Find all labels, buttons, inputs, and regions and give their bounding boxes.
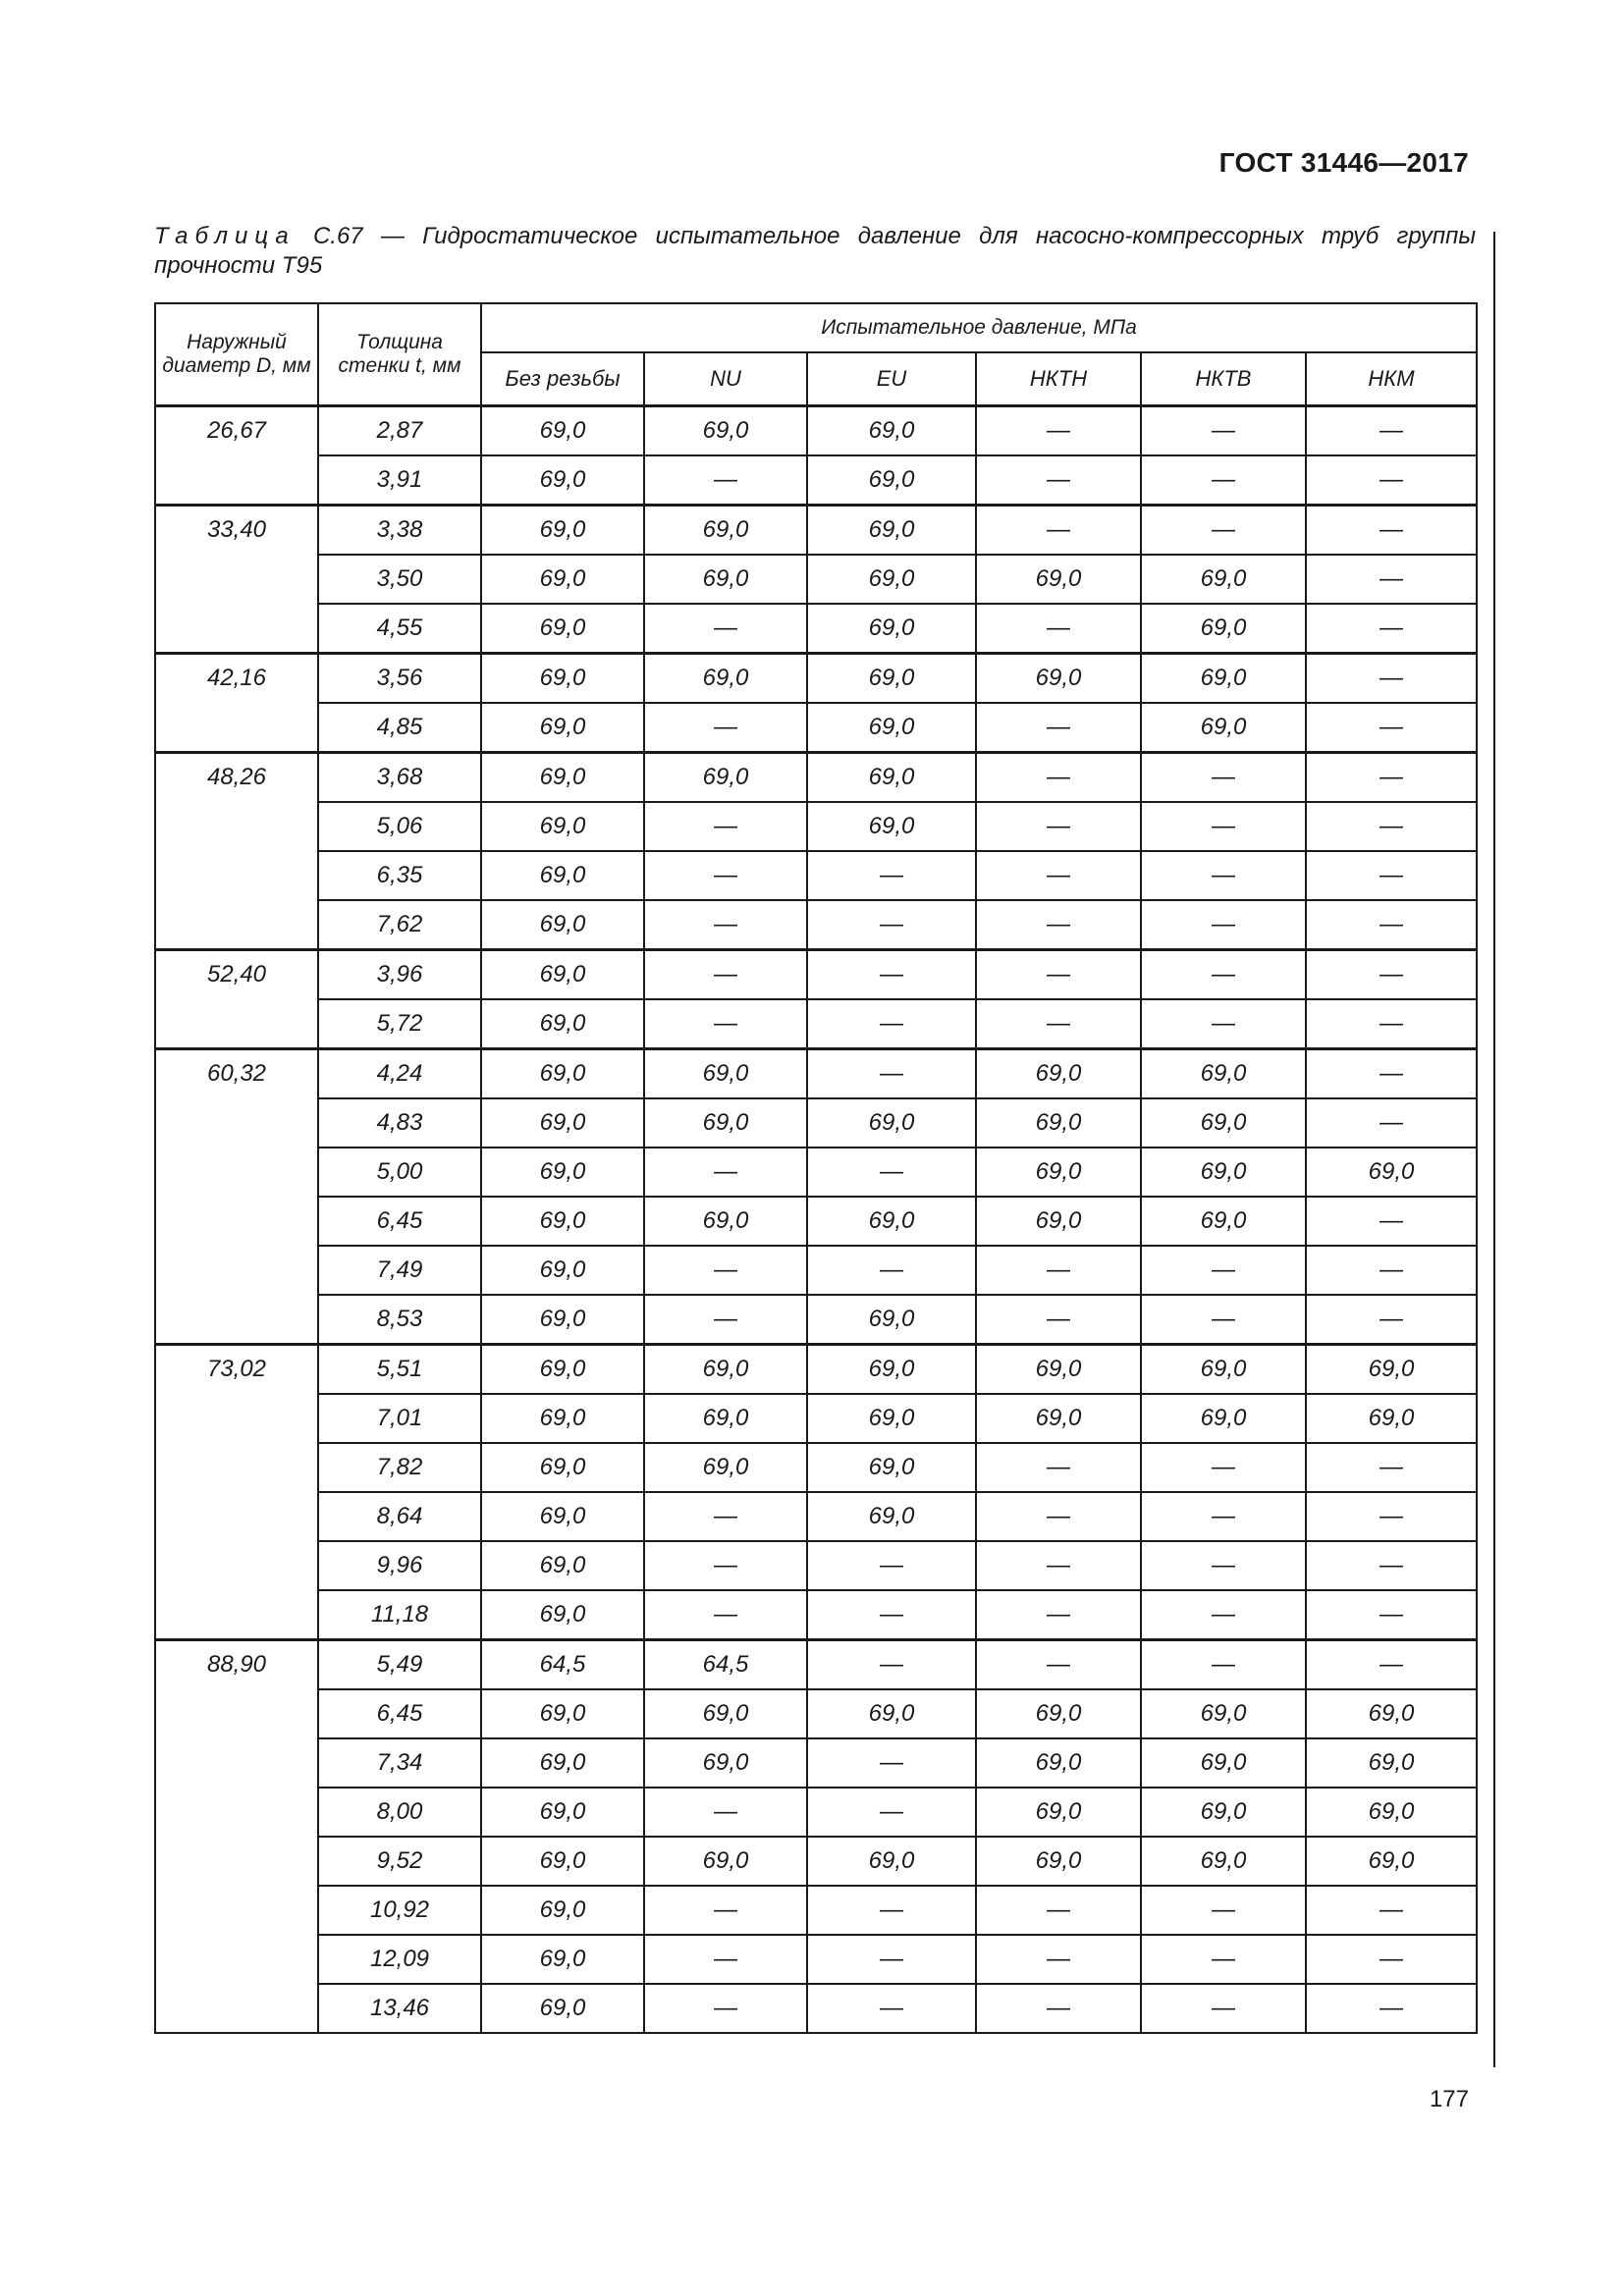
table-row bbox=[155, 555, 1477, 604]
pressure-cell: — bbox=[644, 999, 807, 1049]
header-pressure-group: Испытательное давление, МПа bbox=[481, 303, 1477, 352]
thickness-cell: 4,83 bbox=[318, 1098, 481, 1148]
pressure-cell: 69,0 bbox=[1141, 1049, 1306, 1099]
pressure-cell: 69,0 bbox=[1141, 1837, 1306, 1886]
pressure-cell: — bbox=[807, 950, 976, 1000]
table-row bbox=[155, 1443, 1477, 1492]
thickness-cell: 8,53 bbox=[318, 1295, 481, 1345]
pressure-cell: — bbox=[976, 703, 1141, 753]
diameter-cell: 33,40 bbox=[155, 506, 318, 654]
thickness-cell: 3,50 bbox=[318, 555, 481, 604]
pressure-cell: 69,0 bbox=[807, 1837, 976, 1886]
pressure-cell: 69,0 bbox=[807, 654, 976, 704]
pressure-cell: 69,0 bbox=[976, 1197, 1141, 1246]
table-row bbox=[155, 999, 1477, 1049]
pressure-cell: 69,0 bbox=[644, 555, 807, 604]
pressure-cell: 69,0 bbox=[481, 1886, 644, 1935]
pressure-cell: 69,0 bbox=[481, 455, 644, 506]
pressure-cell: — bbox=[644, 950, 807, 1000]
pressure-cell: 69,0 bbox=[807, 1492, 976, 1541]
pressure-cell: — bbox=[976, 1640, 1141, 1690]
margin-rule bbox=[1493, 232, 1495, 2067]
header-thickness: Толщина стенки t, мм bbox=[318, 303, 481, 406]
pressure-cell: 69,0 bbox=[1306, 1345, 1477, 1395]
pressure-cell: 69,0 bbox=[976, 1049, 1141, 1099]
pressure-cell: — bbox=[1306, 802, 1477, 851]
thickness-cell: 7,34 bbox=[318, 1738, 481, 1788]
pressure-cell: 69,0 bbox=[1141, 1098, 1306, 1148]
thickness-cell: 6,45 bbox=[318, 1197, 481, 1246]
pressure-table bbox=[154, 302, 1478, 2034]
pressure-cell: — bbox=[807, 1640, 976, 1690]
header-diameter: Наружный диаметр D, мм bbox=[155, 303, 318, 406]
pressure-cell: 69,0 bbox=[481, 654, 644, 704]
pressure-cell: — bbox=[1141, 1541, 1306, 1590]
pressure-cell: 69,0 bbox=[1141, 1148, 1306, 1197]
pressure-cell: 69,0 bbox=[807, 1098, 976, 1148]
pressure-cell: — bbox=[976, 1295, 1141, 1345]
pressure-cell: — bbox=[807, 1148, 976, 1197]
thickness-cell: 8,00 bbox=[318, 1788, 481, 1837]
pressure-cell: — bbox=[1141, 999, 1306, 1049]
thickness-cell: 7,62 bbox=[318, 900, 481, 950]
pressure-cell: 69,0 bbox=[976, 1098, 1141, 1148]
pressure-cell: — bbox=[807, 1738, 976, 1788]
table-caption bbox=[154, 222, 1476, 281]
table-row bbox=[155, 406, 1477, 456]
pressure-cell: — bbox=[807, 1541, 976, 1590]
pressure-cell: 69,0 bbox=[481, 406, 644, 456]
pressure-cell: — bbox=[644, 1295, 807, 1345]
pressure-cell: 69,0 bbox=[644, 1689, 807, 1738]
header-pressure-column: НКМ bbox=[1306, 352, 1477, 406]
pressure-cell: — bbox=[976, 455, 1141, 506]
pressure-cell: 69,0 bbox=[481, 1590, 644, 1640]
pressure-cell: 69,0 bbox=[644, 753, 807, 803]
pressure-cell: 69,0 bbox=[1141, 1197, 1306, 1246]
pressure-cell: — bbox=[807, 1984, 976, 2033]
pressure-cell: 69,0 bbox=[976, 1394, 1141, 1443]
pressure-cell: 69,0 bbox=[1141, 703, 1306, 753]
pressure-cell: 69,0 bbox=[1306, 1788, 1477, 1837]
pressure-cell: — bbox=[1306, 1443, 1477, 1492]
pressure-cell: 69,0 bbox=[481, 1345, 644, 1395]
pressure-cell: — bbox=[644, 455, 807, 506]
header-pressure-column: Без резьбы bbox=[481, 352, 644, 406]
pressure-cell: — bbox=[976, 406, 1141, 456]
table-row bbox=[155, 950, 1477, 1000]
table-row bbox=[155, 1246, 1477, 1295]
table-row bbox=[155, 1148, 1477, 1197]
caption-text: С.67 — Гидростатическое испытательное давление для насосно-компрессорных труб группы прочности Т95 bbox=[154, 223, 1476, 279]
pressure-cell: — bbox=[976, 999, 1141, 1049]
pressure-cell: — bbox=[1306, 455, 1477, 506]
table-row bbox=[155, 1098, 1477, 1148]
pressure-cell: — bbox=[1306, 1984, 1477, 2033]
pressure-cell: — bbox=[1306, 1049, 1477, 1099]
pressure-cell: — bbox=[1141, 1295, 1306, 1345]
pressure-cell: 69,0 bbox=[807, 1295, 976, 1345]
pressure-cell: 69,0 bbox=[481, 1492, 644, 1541]
pressure-cell: — bbox=[976, 950, 1141, 1000]
pressure-cell: — bbox=[644, 1246, 807, 1295]
pressure-cell: 69,0 bbox=[481, 506, 644, 556]
pressure-cell: 69,0 bbox=[1306, 1148, 1477, 1197]
pressure-cell: 69,0 bbox=[481, 1394, 644, 1443]
pressure-cell: — bbox=[644, 1492, 807, 1541]
table-row bbox=[155, 1640, 1477, 1690]
pressure-cell: — bbox=[1306, 555, 1477, 604]
thickness-cell: 5,51 bbox=[318, 1345, 481, 1395]
pressure-cell: — bbox=[1306, 1492, 1477, 1541]
thickness-cell: 6,45 bbox=[318, 1689, 481, 1738]
table-row bbox=[155, 1689, 1477, 1738]
pressure-cell: — bbox=[976, 506, 1141, 556]
thickness-cell: 3,38 bbox=[318, 506, 481, 556]
diameter-cell: 42,16 bbox=[155, 654, 318, 753]
pressure-cell: — bbox=[976, 851, 1141, 900]
pressure-cell: 69,0 bbox=[481, 802, 644, 851]
diameter-cell: 60,32 bbox=[155, 1049, 318, 1345]
pressure-cell: 69,0 bbox=[481, 1689, 644, 1738]
pressure-cell: — bbox=[976, 1590, 1141, 1640]
pressure-cell: 69,0 bbox=[976, 1345, 1141, 1395]
table-row bbox=[155, 1295, 1477, 1345]
pressure-cell: 69,0 bbox=[481, 900, 644, 950]
pressure-cell: 69,0 bbox=[644, 1049, 807, 1099]
pressure-cell: — bbox=[1306, 999, 1477, 1049]
pressure-cell: — bbox=[1306, 1590, 1477, 1640]
pressure-cell: 69,0 bbox=[976, 1689, 1141, 1738]
table-row bbox=[155, 1935, 1477, 1984]
pressure-cell: 69,0 bbox=[644, 1197, 807, 1246]
pressure-cell: — bbox=[976, 1492, 1141, 1541]
pressure-cell: — bbox=[644, 1886, 807, 1935]
pressure-cell: 69,0 bbox=[807, 703, 976, 753]
pressure-cell: — bbox=[1141, 1935, 1306, 1984]
table-row bbox=[155, 1345, 1477, 1395]
thickness-cell: 12,09 bbox=[318, 1935, 481, 1984]
pressure-cell: 69,0 bbox=[1306, 1394, 1477, 1443]
document-code: ГОСТ 31446—2017 bbox=[1218, 147, 1469, 178]
pressure-cell: — bbox=[976, 1443, 1141, 1492]
caption-label: Таблица bbox=[154, 223, 296, 249]
pressure-cell: — bbox=[976, 802, 1141, 851]
pressure-cell: 69,0 bbox=[481, 950, 644, 1000]
pressure-cell: — bbox=[644, 1788, 807, 1837]
pressure-cell: 69,0 bbox=[481, 1788, 644, 1837]
pressure-cell: — bbox=[1141, 900, 1306, 950]
pressure-cell: — bbox=[1141, 406, 1306, 456]
table-row bbox=[155, 753, 1477, 803]
pressure-cell: 69,0 bbox=[481, 555, 644, 604]
pressure-cell: 69,0 bbox=[1306, 1689, 1477, 1738]
table-row bbox=[155, 604, 1477, 654]
pressure-cell: 69,0 bbox=[1141, 555, 1306, 604]
pressure-cell: — bbox=[1141, 802, 1306, 851]
table-row bbox=[155, 1394, 1477, 1443]
pressure-cell: — bbox=[1306, 1541, 1477, 1590]
pressure-cell: — bbox=[644, 604, 807, 654]
pressure-cell: 69,0 bbox=[644, 506, 807, 556]
pressure-cell: 69,0 bbox=[1141, 604, 1306, 654]
pressure-cell: 69,0 bbox=[481, 604, 644, 654]
table-row bbox=[155, 654, 1477, 704]
pressure-cell: — bbox=[976, 1984, 1141, 2033]
header-pressure-column: NU bbox=[644, 352, 807, 406]
pressure-cell: — bbox=[1141, 1492, 1306, 1541]
pressure-cell: — bbox=[1141, 1443, 1306, 1492]
pressure-cell: 69,0 bbox=[807, 604, 976, 654]
pressure-cell: 69,0 bbox=[644, 1738, 807, 1788]
pressure-cell: — bbox=[1306, 703, 1477, 753]
diameter-cell: 88,90 bbox=[155, 1640, 318, 2034]
pressure-cell: 69,0 bbox=[481, 1837, 644, 1886]
table-row bbox=[155, 1738, 1477, 1788]
thickness-cell: 7,01 bbox=[318, 1394, 481, 1443]
pressure-cell: 69,0 bbox=[481, 753, 644, 803]
pressure-cell: — bbox=[644, 802, 807, 851]
pressure-cell: 69,0 bbox=[976, 1837, 1141, 1886]
table-row bbox=[155, 1492, 1477, 1541]
thickness-cell: 9,52 bbox=[318, 1837, 481, 1886]
pressure-cell: 69,0 bbox=[644, 1394, 807, 1443]
pressure-cell: 69,0 bbox=[481, 1738, 644, 1788]
thickness-cell: 13,46 bbox=[318, 1984, 481, 2033]
diameter-cell: 52,40 bbox=[155, 950, 318, 1049]
table-row bbox=[155, 1984, 1477, 2033]
thickness-cell: 5,06 bbox=[318, 802, 481, 851]
pressure-cell: 69,0 bbox=[807, 406, 976, 456]
table-row bbox=[155, 506, 1477, 556]
pressure-cell: — bbox=[1306, 950, 1477, 1000]
pressure-cell: 69,0 bbox=[644, 1443, 807, 1492]
pressure-cell: 69,0 bbox=[644, 406, 807, 456]
pressure-cell: 69,0 bbox=[481, 1295, 644, 1345]
pressure-cell: 69,0 bbox=[644, 654, 807, 704]
pressure-cell: — bbox=[644, 900, 807, 950]
pressure-cell: 69,0 bbox=[807, 753, 976, 803]
pressure-cell: 69,0 bbox=[976, 1738, 1141, 1788]
pressure-cell: 69,0 bbox=[644, 1345, 807, 1395]
pressure-cell: — bbox=[976, 1886, 1141, 1935]
pressure-cell: — bbox=[1141, 851, 1306, 900]
pressure-cell: — bbox=[807, 1788, 976, 1837]
thickness-cell: 5,72 bbox=[318, 999, 481, 1049]
thickness-cell: 3,56 bbox=[318, 654, 481, 704]
pressure-cell: 64,5 bbox=[481, 1640, 644, 1690]
pressure-cell: 69,0 bbox=[807, 506, 976, 556]
pressure-cell: — bbox=[1306, 406, 1477, 456]
pressure-cell: 69,0 bbox=[481, 1443, 644, 1492]
table-row bbox=[155, 455, 1477, 506]
pressure-cell: 69,0 bbox=[807, 1197, 976, 1246]
pressure-cell: 69,0 bbox=[481, 1148, 644, 1197]
thickness-cell: 7,82 bbox=[318, 1443, 481, 1492]
pressure-cell: — bbox=[1306, 753, 1477, 803]
diameter-cell: 73,02 bbox=[155, 1345, 318, 1640]
thickness-cell: 4,85 bbox=[318, 703, 481, 753]
thickness-cell: 9,96 bbox=[318, 1541, 481, 1590]
pressure-cell: — bbox=[976, 1935, 1141, 1984]
table-row bbox=[155, 703, 1477, 753]
pressure-cell: 69,0 bbox=[807, 1394, 976, 1443]
thickness-cell: 8,64 bbox=[318, 1492, 481, 1541]
table-row bbox=[155, 1886, 1477, 1935]
pressure-cell: 69,0 bbox=[481, 999, 644, 1049]
pressure-cell: — bbox=[1141, 950, 1306, 1000]
table-row bbox=[155, 1197, 1477, 1246]
pressure-cell: 69,0 bbox=[481, 1098, 644, 1148]
pressure-cell: — bbox=[1306, 1640, 1477, 1690]
pressure-cell: — bbox=[1141, 1640, 1306, 1690]
pressure-cell: — bbox=[807, 999, 976, 1049]
pressure-cell: — bbox=[807, 900, 976, 950]
pressure-cell: 69,0 bbox=[807, 1443, 976, 1492]
pressure-cell: 69,0 bbox=[1141, 1788, 1306, 1837]
pressure-cell: 69,0 bbox=[481, 1246, 644, 1295]
header-pressure-column: НКТВ bbox=[1141, 352, 1306, 406]
pressure-cell: 69,0 bbox=[1141, 1738, 1306, 1788]
pressure-cell: — bbox=[1141, 506, 1306, 556]
pressure-cell: — bbox=[644, 1590, 807, 1640]
pressure-cell: — bbox=[976, 604, 1141, 654]
pressure-cell: 69,0 bbox=[976, 555, 1141, 604]
pressure-cell: 69,0 bbox=[481, 703, 644, 753]
thickness-cell: 4,55 bbox=[318, 604, 481, 654]
pressure-cell: — bbox=[976, 1246, 1141, 1295]
thickness-cell: 10,92 bbox=[318, 1886, 481, 1935]
pressure-cell: — bbox=[1141, 1984, 1306, 2033]
pressure-cell: 69,0 bbox=[481, 1541, 644, 1590]
thickness-cell: 3,96 bbox=[318, 950, 481, 1000]
pressure-cell: 69,0 bbox=[481, 1049, 644, 1099]
pressure-cell: 69,0 bbox=[976, 1148, 1141, 1197]
pressure-cell: — bbox=[1306, 900, 1477, 950]
table-row bbox=[155, 900, 1477, 950]
pressure-cell: — bbox=[807, 1049, 976, 1099]
diameter-cell: 26,67 bbox=[155, 406, 318, 506]
pressure-cell: — bbox=[1306, 604, 1477, 654]
pressure-cell: — bbox=[644, 1984, 807, 2033]
thickness-cell: 3,91 bbox=[318, 455, 481, 506]
pressure-cell: — bbox=[807, 1935, 976, 1984]
pressure-cell: — bbox=[807, 1246, 976, 1295]
pressure-cell: — bbox=[1306, 654, 1477, 704]
thickness-cell: 6,35 bbox=[318, 851, 481, 900]
pressure-cell: — bbox=[644, 1541, 807, 1590]
thickness-cell: 5,49 bbox=[318, 1640, 481, 1690]
pressure-cell: — bbox=[1306, 1935, 1477, 1984]
pressure-cell: — bbox=[807, 851, 976, 900]
pressure-cell: 69,0 bbox=[1141, 654, 1306, 704]
pressure-cell: 69,0 bbox=[644, 1098, 807, 1148]
pressure-cell: 69,0 bbox=[976, 1788, 1141, 1837]
diameter-cell: 48,26 bbox=[155, 753, 318, 950]
pressure-cell: — bbox=[1141, 1246, 1306, 1295]
pressure-cell: 69,0 bbox=[481, 1197, 644, 1246]
pressure-cell: — bbox=[1306, 1886, 1477, 1935]
pressure-cell: 69,0 bbox=[481, 851, 644, 900]
pressure-cell: — bbox=[644, 851, 807, 900]
table-row bbox=[155, 1837, 1477, 1886]
pressure-cell: 69,0 bbox=[807, 1689, 976, 1738]
pressure-cell: — bbox=[1141, 753, 1306, 803]
pressure-cell: — bbox=[1141, 455, 1306, 506]
pressure-cell: 69,0 bbox=[481, 1984, 644, 2033]
page-number: 177 bbox=[1429, 2086, 1469, 2112]
pressure-cell: — bbox=[807, 1886, 976, 1935]
pressure-cell: 69,0 bbox=[1141, 1394, 1306, 1443]
table-row bbox=[155, 851, 1477, 900]
pressure-cell: — bbox=[1306, 1197, 1477, 1246]
pressure-cell: 69,0 bbox=[1306, 1738, 1477, 1788]
pressure-cell: 64,5 bbox=[644, 1640, 807, 1690]
pressure-cell: — bbox=[644, 1935, 807, 1984]
pressure-cell: 69,0 bbox=[1141, 1689, 1306, 1738]
thickness-cell: 11,18 bbox=[318, 1590, 481, 1640]
table-row bbox=[155, 1788, 1477, 1837]
pressure-cell: 69,0 bbox=[807, 455, 976, 506]
pressure-cell: — bbox=[1306, 506, 1477, 556]
table-row bbox=[155, 802, 1477, 851]
pressure-cell: 69,0 bbox=[807, 555, 976, 604]
pressure-cell: — bbox=[1306, 1098, 1477, 1148]
pressure-cell: — bbox=[1141, 1590, 1306, 1640]
thickness-cell: 5,00 bbox=[318, 1148, 481, 1197]
thickness-cell: 2,87 bbox=[318, 406, 481, 456]
pressure-cell: — bbox=[1306, 1295, 1477, 1345]
pressure-cell: — bbox=[1141, 1886, 1306, 1935]
pressure-cell: — bbox=[1306, 1246, 1477, 1295]
pressure-cell: — bbox=[976, 900, 1141, 950]
pressure-cell: — bbox=[1306, 851, 1477, 900]
pressure-cell: 69,0 bbox=[807, 1345, 976, 1395]
table-row bbox=[155, 1590, 1477, 1640]
pressure-cell: 69,0 bbox=[807, 802, 976, 851]
thickness-cell: 4,24 bbox=[318, 1049, 481, 1099]
pressure-cell: 69,0 bbox=[1141, 1345, 1306, 1395]
header-pressure-column: EU bbox=[807, 352, 976, 406]
pressure-cell: — bbox=[644, 1148, 807, 1197]
table-row bbox=[155, 1049, 1477, 1099]
pressure-cell: — bbox=[807, 1590, 976, 1640]
table-row bbox=[155, 1541, 1477, 1590]
pressure-cell: — bbox=[644, 703, 807, 753]
header-pressure-column: НКТН bbox=[976, 352, 1141, 406]
pressure-cell: 69,0 bbox=[1306, 1837, 1477, 1886]
thickness-cell: 7,49 bbox=[318, 1246, 481, 1295]
pressure-cell: — bbox=[976, 753, 1141, 803]
pressure-cell: 69,0 bbox=[644, 1837, 807, 1886]
pressure-cell: 69,0 bbox=[481, 1935, 644, 1984]
pressure-cell: 69,0 bbox=[976, 654, 1141, 704]
thickness-cell: 3,68 bbox=[318, 753, 481, 803]
pressure-cell: — bbox=[976, 1541, 1141, 1590]
